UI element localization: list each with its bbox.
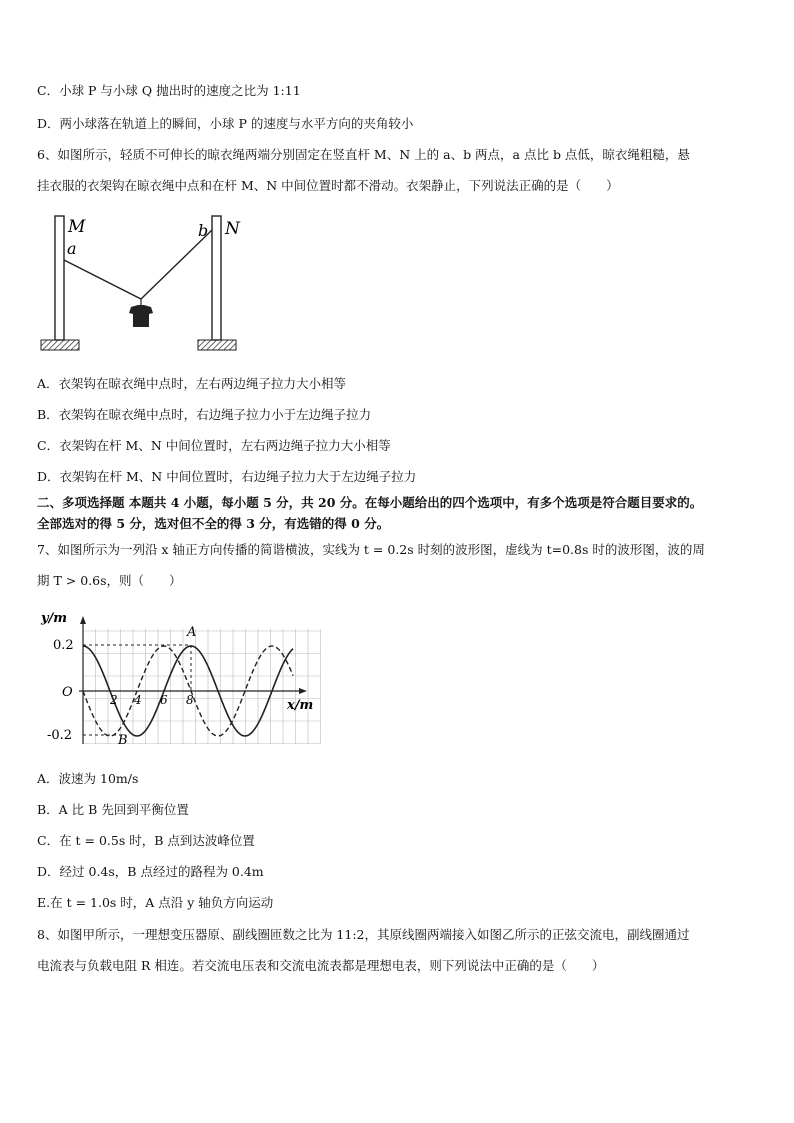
- pole-m: [55, 216, 64, 340]
- q5-option-c: C．小球 P 与小球 Q 抛出时的速度之比为 1:11: [37, 83, 301, 98]
- y-axis-label: y/m: [41, 611, 68, 626]
- clothesline-rope: [64, 230, 212, 299]
- ground-m: [41, 340, 79, 350]
- q6-option-d: D．衣架钩在杆 M、N 中间位置时，右边绳子拉力大于左边绳子拉力: [37, 469, 417, 484]
- q6-stem-line2: 挂衣服的衣架钩在晾衣绳中点和在杆 M、N 中间位置时都不滑动。衣架静止，下列说法正确的是（ ）: [37, 178, 619, 193]
- clothesline-figure: [37, 208, 247, 358]
- x-tick-6: 6: [160, 693, 168, 707]
- label-b: b: [198, 221, 209, 240]
- q6-option-b: B．衣架钩在晾衣绳中点时，右边绳子拉力小于左边绳子拉力: [37, 407, 372, 422]
- ground-n: [198, 340, 236, 350]
- point-a-label: A: [187, 625, 197, 640]
- wave-figure: [37, 604, 327, 754]
- x-tick-2: 2: [110, 693, 118, 707]
- q7-stem-line2: 期 T > 0.6s，则（ ）: [37, 573, 182, 588]
- wave-grid: [83, 629, 321, 744]
- section2-heading-line2: 全部选对的得 5 分，选对但不全的得 3 分，有选错的得 0 分。: [37, 516, 390, 531]
- q7-option-b: B．A 比 B 先回到平衡位置: [37, 802, 189, 817]
- x-axis-label: x/m: [287, 698, 314, 713]
- q5-option-d: D．两小球落在轨道上的瞬间，小球 P 的速度与水平方向的夹角较小: [37, 116, 414, 131]
- q6-stem-line1: 6、如图所示，轻质不可伸长的晾衣绳两端分别固定在竖直杆 M、N 上的 a、b 两点，a 点比 b 点低，晾衣绳粗糙，悬: [37, 147, 690, 162]
- q7-option-e: E.在 t = 1.0s 时，A 点沿 y 轴负方向运动: [37, 895, 274, 910]
- section2-heading-line1: 二、多项选择题 本题共 4 小题，每小题 5 分，共 20 分。在每小题给出的四个选项中，有多个选项是符合题目要求的。: [37, 495, 703, 510]
- q7-option-d: D．经过 0.4s，B 点经过的路程为 0.4m: [37, 864, 264, 879]
- q8-stem-line2: 电流表与负载电阻 R 相连。若交流电压表和交流电流表都是理想电表，则下列说法中正确的是（ ）: [37, 958, 605, 973]
- x-axis-arrow: [299, 688, 307, 694]
- label-a: a: [67, 239, 77, 258]
- y-tick-neg0.2: -0.2: [47, 728, 73, 743]
- shirt-icon: [129, 305, 153, 327]
- q6-option-a: A．衣架钩在晾衣绳中点时，左右两边绳子拉力大小相等: [37, 376, 347, 391]
- origin-label: O: [62, 685, 73, 700]
- q8-stem-line1: 8、如图甲所示，一理想变压器原、副线圈匝数之比为 11:2，其原线圈两端接入如图乙所示的正弦交流电，副线圈通过: [37, 927, 690, 942]
- point-b-label: B: [118, 733, 128, 748]
- q7-option-a: A．波速为 10m/s: [37, 771, 139, 786]
- x-tick-4: 4: [134, 693, 142, 707]
- label-n: N: [225, 219, 240, 239]
- q7-stem-line1: 7、如图所示为一列沿 x 轴正方向传播的简谐横波，实线为 t = 0.2s 时刻的波形图，虚线为 t=0.8s 时的波形图，波的周: [37, 542, 705, 557]
- pole-n: [212, 216, 221, 340]
- q6-option-c: C．衣架钩在杆 M、N 中间位置时，左右两边绳子拉力大小相等: [37, 438, 391, 453]
- label-m: M: [68, 217, 86, 237]
- y-tick-0.2: 0.2: [53, 638, 74, 653]
- y-axis-arrow: [80, 616, 86, 624]
- q7-option-c: C．在 t = 0.5s 时，B 点到达波峰位置: [37, 833, 255, 848]
- x-tick-8: 8: [186, 693, 194, 707]
